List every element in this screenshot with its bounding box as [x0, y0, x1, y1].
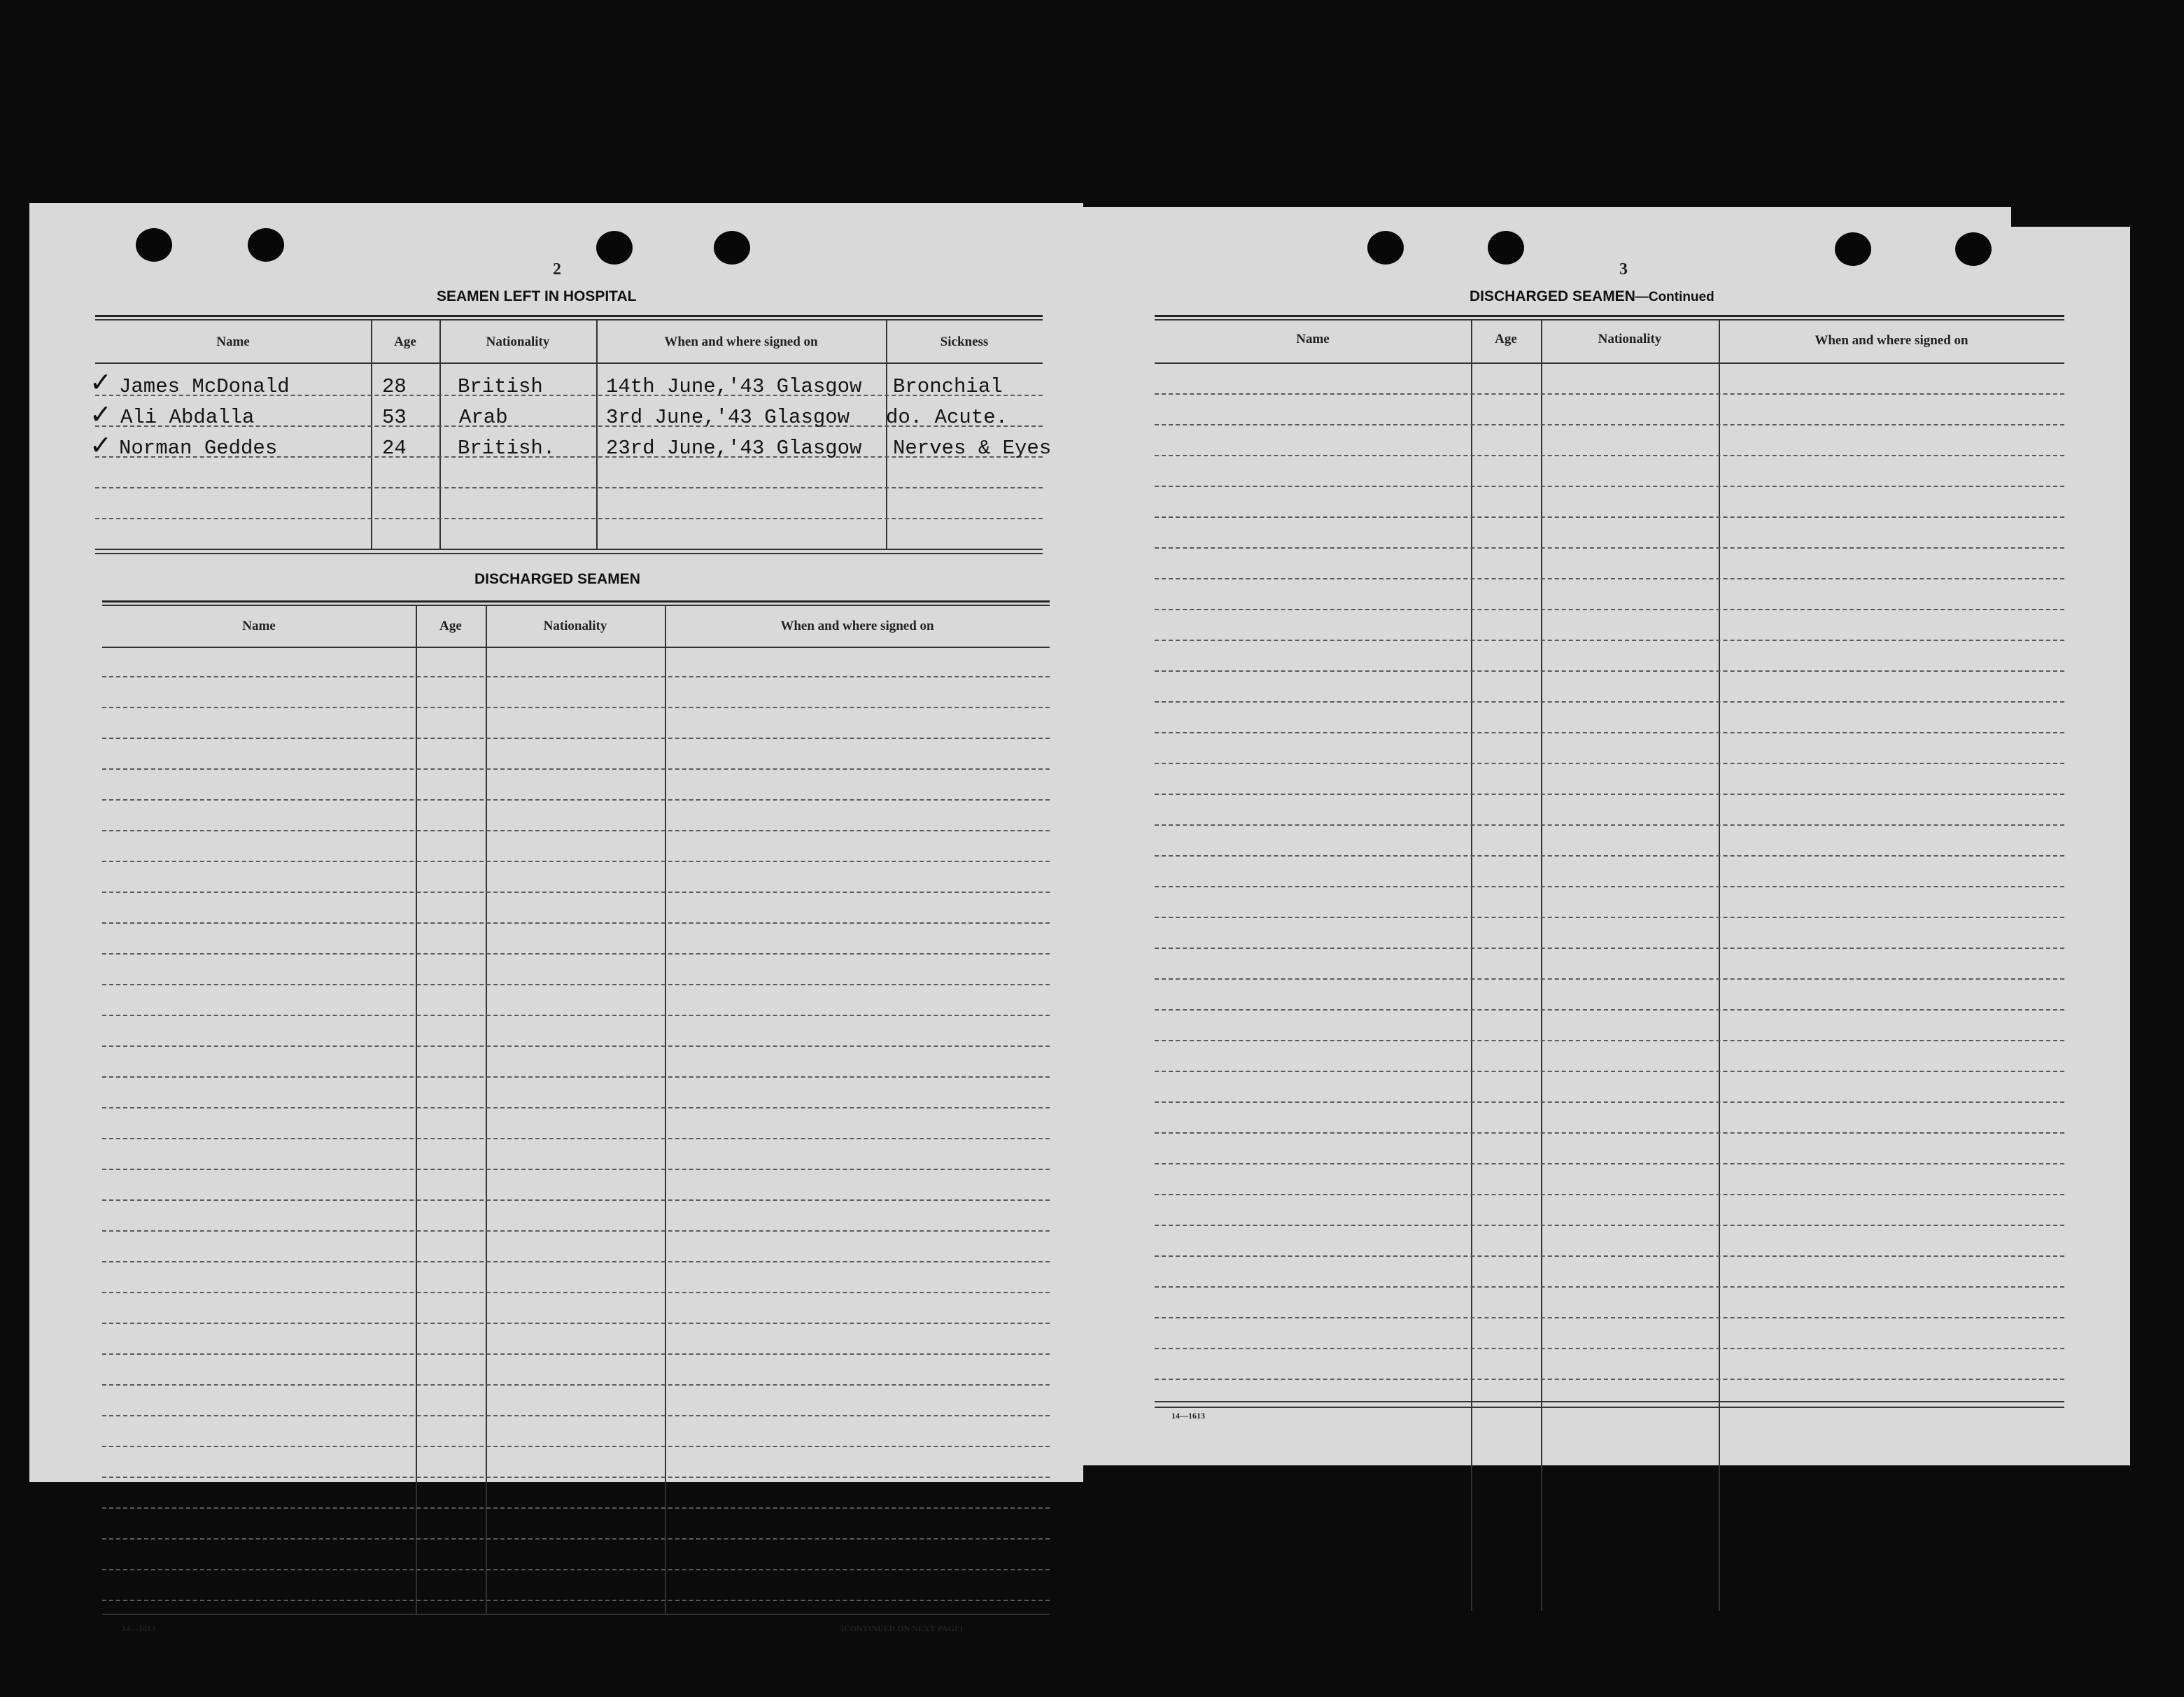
punch-hole: [1955, 232, 1992, 266]
row-rule: [1155, 1009, 2064, 1011]
seaman-nationality: British: [458, 375, 543, 398]
form-number: 14—1613: [1171, 1411, 1205, 1421]
punch-hole: [1488, 231, 1524, 265]
punch-hole: [248, 228, 284, 262]
row-rule: [102, 1015, 1050, 1016]
row-rule: [102, 1507, 1050, 1509]
column-header-nationality: Nationality: [486, 335, 550, 349]
title-suffix: —Continued: [1635, 290, 1714, 304]
row-rule: [1155, 1132, 2064, 1134]
seaman-age: 24: [382, 437, 407, 460]
column-header-name: Name: [216, 335, 250, 349]
row-rule: [102, 953, 1050, 955]
column-header-name: Name: [1296, 332, 1330, 346]
table-top-rule: [95, 315, 1043, 317]
row-rule: [1155, 547, 2064, 549]
column-header-nationality: Nationality: [543, 619, 607, 633]
row-rule: [102, 1230, 1050, 1232]
row-rule: [102, 738, 1050, 739]
row-rule: [102, 1107, 1050, 1108]
row-rule: [102, 1353, 1050, 1355]
checkmark: ✓: [90, 367, 112, 397]
row-rule: [1155, 1286, 2064, 1288]
table-bottom-rule: [1155, 1407, 2064, 1408]
left-page: [29, 203, 1083, 1633]
column-divider: [439, 319, 441, 550]
row-rule: [1155, 393, 2064, 395]
hospital-section-title: SEAMEN LEFT IN HOSPITAL: [437, 288, 637, 304]
row-rule: [95, 487, 1043, 488]
row-rule: [1155, 578, 2064, 579]
row-rule: [102, 1569, 1050, 1570]
row-rule: [1155, 516, 2064, 518]
row-rule: [1155, 609, 2064, 610]
seaman-name: James McDonald: [119, 375, 290, 398]
punch-hole: [136, 228, 172, 262]
column-divider: [371, 319, 372, 550]
row-rule: [102, 1415, 1050, 1416]
seaman-age: 28: [382, 375, 407, 398]
row-rule: [1155, 1379, 2064, 1380]
column-header-signed-on: When and where signed on: [664, 335, 818, 349]
row-rule: [102, 892, 1050, 893]
row-rule: [102, 799, 1050, 801]
punch-hole: [596, 231, 633, 265]
row-rule: [102, 1045, 1050, 1047]
continued-section-title: [1470, 288, 1714, 305]
table-bottom-rule: [102, 1614, 1050, 1615]
discharged-section-title: DISCHARGED SEAMEN: [474, 571, 640, 587]
row-rule: [95, 518, 1043, 519]
column-divider: [1471, 319, 1472, 1611]
row-rule: [102, 1138, 1050, 1139]
seaman-name: Ali Abdalla: [120, 406, 255, 429]
checkmark: ✓: [90, 399, 112, 430]
row-rule: [1155, 1101, 2064, 1103]
row-rule: [102, 1169, 1050, 1170]
row-rule: [1155, 732, 2064, 733]
row-rule: [102, 676, 1050, 677]
row-rule: [1155, 486, 2064, 487]
row-rule: [1155, 1348, 2064, 1349]
seaman-sickness: do. Acute.: [886, 406, 1008, 429]
column-header-signed-on: When and where signed on: [780, 619, 934, 633]
column-divider: [486, 605, 487, 1614]
column-header-name: Name: [242, 619, 276, 633]
row-rule: [1155, 763, 2064, 764]
row-rule: [102, 1477, 1050, 1478]
seaman-signed-on: 14th June,'43 Glasgow: [606, 375, 862, 398]
column-divider: [886, 319, 887, 550]
column-header-age: Age: [1495, 332, 1517, 346]
row-rule: [102, 707, 1050, 708]
column-header-signed-on: When and where signed on: [1815, 333, 1968, 348]
page-number: 2: [553, 260, 561, 279]
row-rule: [102, 1600, 1050, 1601]
table-top-rule: [102, 600, 1050, 603]
form-number: 14—1613: [122, 1624, 155, 1633]
seaman-signed-on: 23rd June,'43 Glasgow: [606, 437, 862, 460]
torn-corner: [2011, 207, 2130, 227]
table-top-rule: [95, 319, 1043, 321]
column-divider: [1719, 319, 1720, 1611]
row-rule: [1155, 1194, 2064, 1195]
row-rule: [1155, 824, 2064, 826]
row-rule: [102, 861, 1050, 862]
column-header-age: Age: [439, 619, 462, 633]
seaman-sickness: Bronchial: [893, 375, 1003, 398]
row-rule: [1155, 1317, 2064, 1318]
column-divider: [665, 605, 666, 1614]
table-top-rule: [102, 605, 1050, 606]
row-rule: [102, 1323, 1050, 1324]
seaman-nationality: British.: [458, 437, 556, 460]
row-rule: [1155, 1255, 2064, 1257]
checkmark: ✓: [90, 430, 112, 460]
column-header-age: Age: [394, 335, 416, 349]
header-rule: [95, 362, 1043, 364]
row-rule: [102, 830, 1050, 831]
table-bottom-rule: [95, 549, 1043, 550]
punch-hole: [714, 231, 750, 265]
row-rule: [102, 1076, 1050, 1078]
right-page: [1083, 207, 2130, 1465]
seaman-nationality: Arab: [459, 406, 508, 429]
punch-hole: [1367, 231, 1404, 265]
table-bottom-rule: [95, 553, 1043, 554]
header-rule: [102, 647, 1050, 648]
row-rule: [1155, 855, 2064, 857]
table-top-rule: [1155, 315, 2064, 317]
row-rule: [1155, 455, 2064, 456]
row-rule: [102, 1384, 1050, 1386]
header-rule: [1155, 362, 2064, 364]
row-rule: [102, 922, 1050, 924]
row-rule: [1155, 978, 2064, 980]
row-rule: [102, 1292, 1050, 1293]
column-header-nationality: Nationality: [1598, 332, 1662, 346]
continued-note: [CONTINUED ON NEXT PAGE]: [841, 1624, 963, 1633]
row-rule: [1155, 424, 2064, 425]
row-rule: [102, 1538, 1050, 1540]
row-rule: [1155, 1163, 2064, 1164]
column-divider: [1541, 319, 1542, 1611]
title-main: DISCHARGED SEAMEN: [1470, 288, 1635, 304]
seaman-name: Norman Geddes: [119, 437, 278, 460]
row-rule: [102, 1261, 1050, 1262]
page-number: 3: [1619, 260, 1628, 279]
row-rule: [1155, 1040, 2064, 1041]
row-rule: [1155, 670, 2064, 672]
row-rule: [1155, 640, 2064, 641]
seaman-age: 53: [382, 406, 407, 429]
row-rule: [1155, 794, 2064, 795]
column-divider: [416, 605, 417, 1614]
seaman-sickness: Nerves & Eyes: [893, 437, 1052, 460]
row-rule: [1155, 917, 2064, 918]
row-rule: [1155, 886, 2064, 887]
table-top-rule: [1155, 319, 2064, 321]
table-bottom-rule: [1155, 1401, 2064, 1402]
row-rule: [102, 1446, 1050, 1447]
seaman-signed-on: 3rd June,'43 Glasgow: [606, 406, 850, 429]
row-rule: [1155, 1225, 2064, 1226]
row-rule: [102, 768, 1050, 770]
row-rule: [1155, 948, 2064, 949]
column-header-sickness: Sickness: [940, 335, 989, 349]
column-divider: [596, 319, 598, 550]
punch-hole: [1835, 232, 1871, 266]
row-rule: [102, 1199, 1050, 1201]
row-rule: [102, 984, 1050, 985]
row-rule: [1155, 701, 2064, 703]
row-rule: [1155, 1071, 2064, 1072]
